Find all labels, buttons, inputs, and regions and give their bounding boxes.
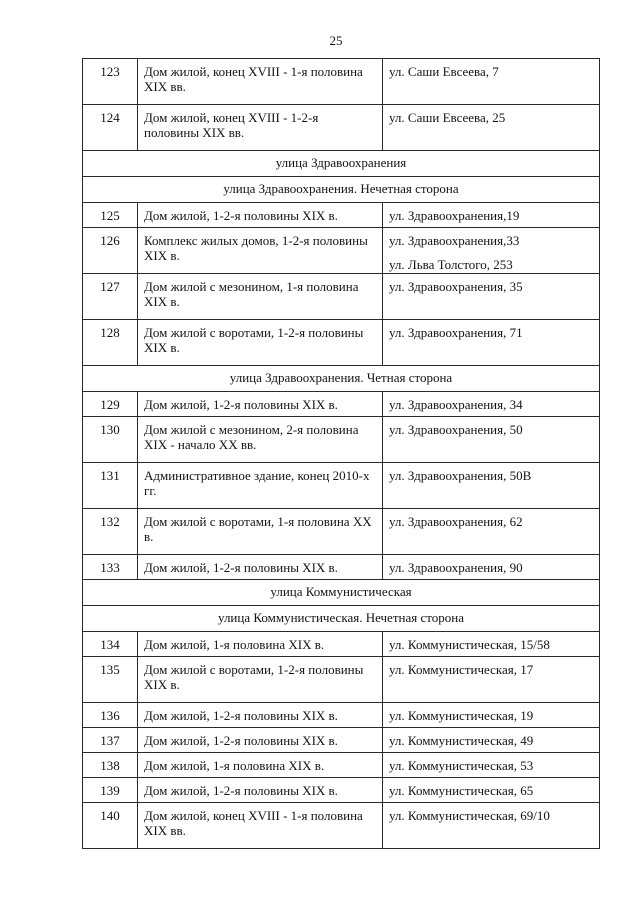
object-address-cell [383, 657, 600, 703]
section-header-row [83, 580, 600, 606]
object-description: Дом жилой с мезонином, 2-я половина XIX - начало XX вв. [138, 417, 383, 463]
object-description: Дом жилой, 1-2-я половины XIX в. [138, 392, 383, 417]
object-address: ул. Коммунистическая, 53 [389, 758, 534, 773]
object-address: ул. Саши Евсеева, 7 [389, 64, 499, 79]
object-description: Комплекс жилых домов, 1-2-я половины XIX в. [138, 228, 383, 274]
section-header: улица Коммунистическая [83, 580, 600, 606]
item-number: 140 [83, 803, 138, 849]
section-header: улица Коммунистическая. Нечетная сторона [83, 606, 600, 632]
table-row [83, 203, 600, 228]
section-header-row [83, 366, 600, 392]
object-address-cell [383, 703, 600, 728]
object-address: ул. Здравоохранения,33 [389, 233, 520, 248]
object-description: Дом жилой, 1-2-я половины XIX в. [138, 778, 383, 803]
object-description: Дом жилой, конец XVIII - 1-2-я половины XIX вв. [138, 105, 383, 151]
object-address-cell [383, 555, 600, 580]
section-header-row [83, 606, 600, 632]
object-description: Дом жилой, 1-я половина XIX в. [138, 753, 383, 778]
item-number: 132 [83, 509, 138, 555]
object-address-cell [383, 463, 600, 509]
table-row [83, 274, 600, 320]
item-number: 139 [83, 778, 138, 803]
item-number: 131 [83, 463, 138, 509]
table-row [83, 392, 600, 417]
object-address: ул. Здравоохранения, 34 [389, 397, 523, 412]
object-address-cell [383, 392, 600, 417]
object-description: Дом жилой с воротами, 1-2-я половины XIX в. [138, 657, 383, 703]
table-row [83, 555, 600, 580]
object-address-cell [383, 632, 600, 657]
object-address-cell [383, 753, 600, 778]
object-description: Дом жилой, конец XVIII - 1-я половина XIX вв. [138, 59, 383, 105]
object-description: Дом жилой, 1-я половина XIX в. [138, 632, 383, 657]
item-number: 130 [83, 417, 138, 463]
table-row [83, 803, 600, 849]
table-row [83, 509, 600, 555]
object-address-cell [383, 274, 600, 320]
table-row [83, 657, 600, 703]
object-address-cell [383, 105, 600, 151]
item-number: 138 [83, 753, 138, 778]
object-address-cell [383, 59, 600, 105]
object-address: ул. Коммунистическая, 15/58 [389, 637, 550, 652]
table-row [83, 632, 600, 657]
item-number: 123 [83, 59, 138, 105]
item-number: 126 [83, 228, 138, 274]
object-description: Дом жилой, 1-2-я половины XIX в. [138, 555, 383, 580]
section-header-row [83, 151, 600, 177]
table-row [83, 228, 600, 274]
section-header: улица Здравоохранения. Нечетная сторона [83, 177, 600, 203]
object-address: ул. Здравоохранения, 62 [389, 514, 523, 529]
item-number: 129 [83, 392, 138, 417]
table-row [83, 320, 600, 366]
register-body [83, 59, 600, 849]
heritage-register-table [82, 58, 600, 849]
section-header: улица Здравоохранения [83, 151, 600, 177]
object-address: ул. Здравоохранения,19 [389, 208, 520, 223]
object-description: Дом жилой, 1-2-я половины XIX в. [138, 703, 383, 728]
object-address: ул. Здравоохранения, 50В [389, 468, 532, 483]
object-address: ул. Саши Евсеева, 25 [389, 110, 506, 125]
object-address-cell [383, 417, 600, 463]
section-header-row [83, 177, 600, 203]
object-address: ул. Коммунистическая, 49 [389, 733, 534, 748]
table-row [83, 463, 600, 509]
object-address: ул. Здравоохранения, 90 [389, 560, 523, 575]
object-address: ул. Коммунистическая, 19 [389, 708, 534, 723]
object-address: ул. Коммунистическая, 69/10 [389, 808, 550, 823]
item-number: 124 [83, 105, 138, 151]
object-address-cell [383, 228, 600, 274]
table-row [83, 105, 600, 151]
object-address: ул. Здравоохранения, 50 [389, 422, 523, 437]
object-address: ул. Коммунистическая, 65 [389, 783, 534, 798]
item-number: 128 [83, 320, 138, 366]
table-row [83, 703, 600, 728]
object-description: Дом жилой, 1-2-я половины XIX в. [138, 203, 383, 228]
object-address-cell [383, 778, 600, 803]
object-address-cell [383, 509, 600, 555]
table-row [83, 753, 600, 778]
object-address-cell [383, 320, 600, 366]
section-header: улица Здравоохранения. Четная сторона [83, 366, 600, 392]
object-description: Дом жилой с мезонином, 1-я половина XIX в. [138, 274, 383, 320]
object-address: ул. Здравоохранения, 35 [389, 279, 523, 294]
object-address-cell [383, 728, 600, 753]
table-row [83, 417, 600, 463]
table-row [83, 778, 600, 803]
object-description: Административное здание, конец 2010-х гг. [138, 463, 383, 509]
item-number: 134 [83, 632, 138, 657]
object-description: Дом жилой, конец XVIII - 1-я половина XIX вв. [138, 803, 383, 849]
item-number: 137 [83, 728, 138, 753]
table-row [83, 728, 600, 753]
item-number: 135 [83, 657, 138, 703]
object-address: ул. Льва Толстого, 253 [389, 257, 513, 272]
object-address: ул. Здравоохранения, 71 [389, 325, 523, 340]
object-address: ул. Коммунистическая, 17 [389, 662, 534, 677]
item-number: 127 [83, 274, 138, 320]
item-number: 125 [83, 203, 138, 228]
object-address-cell [383, 203, 600, 228]
object-description: Дом жилой с воротами, 1-2-я половины XIX в. [138, 320, 383, 366]
item-number: 133 [83, 555, 138, 580]
item-number: 136 [83, 703, 138, 728]
object-description: Дом жилой с воротами, 1-я половина XX в. [138, 509, 383, 555]
table-row [83, 59, 600, 105]
object-address-cell [383, 803, 600, 849]
object-description: Дом жилой, 1-2-я половины XIX в. [138, 728, 383, 753]
page-number: 25 [329, 33, 343, 48]
